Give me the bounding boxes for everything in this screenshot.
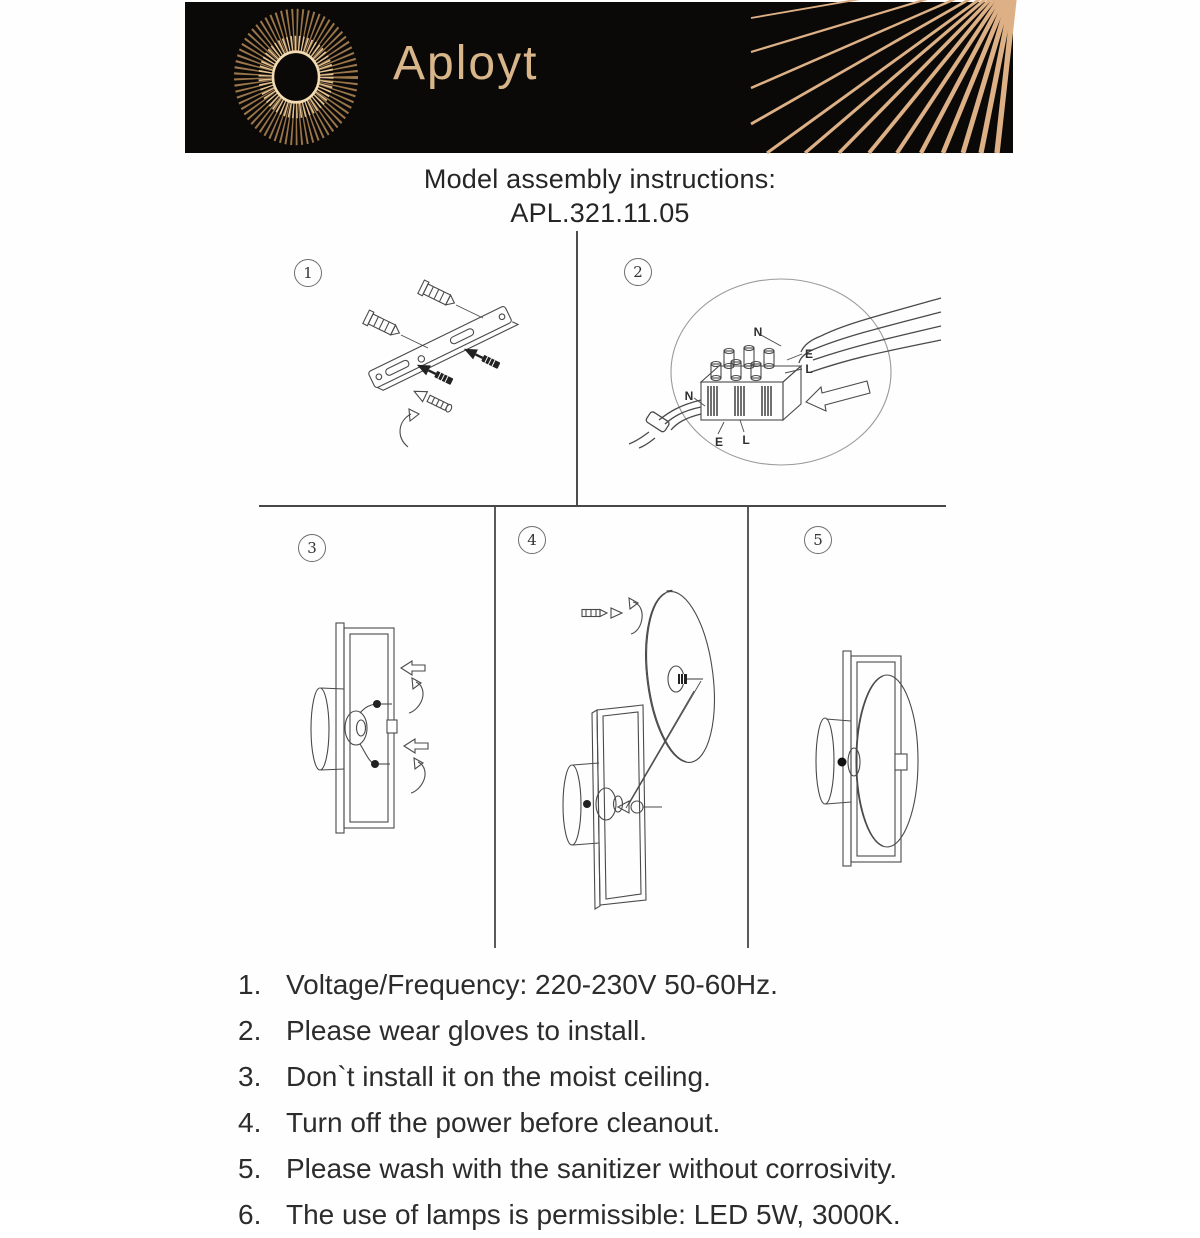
- instruction-list: [238, 962, 1028, 1238]
- brand-banner: [185, 2, 1013, 153]
- screw-outline: [582, 608, 622, 618]
- step-5-diagram: [748, 507, 946, 948]
- direction-arrow: [806, 381, 870, 411]
- step-1-diagram: [258, 240, 574, 505]
- wire-label-l-right: L: [805, 362, 813, 376]
- screw-arrow: [461, 344, 501, 371]
- list-item-number: 5.: [238, 1153, 262, 1184]
- wire-label-l-left: L: [742, 433, 750, 447]
- wire-label-n-top: N: [753, 325, 763, 339]
- model-number: APL.321.11.05: [510, 198, 690, 228]
- wire-label-e-left: E: [714, 435, 724, 449]
- mounting-bracket-drawing: [363, 280, 518, 447]
- step-5-badge: 5: [804, 526, 832, 554]
- list-item: [238, 1008, 1028, 1054]
- list-item-text: Please wear gloves to install.: [286, 1015, 648, 1046]
- push-arrow: [404, 739, 428, 753]
- list-item-number: 2.: [238, 1015, 262, 1046]
- list-item-text: Don`t install it on the moist ceiling.: [286, 1061, 711, 1092]
- step-2-badge: 2: [624, 258, 652, 286]
- front-disc: [856, 675, 918, 847]
- list-item: [238, 962, 1028, 1008]
- wire-label-e-right: E: [804, 347, 814, 361]
- list-item-text: Please wash with the sanitizer without corrosivity.: [286, 1153, 898, 1184]
- page-title: Model assembly instructions:: [423, 164, 777, 194]
- rotation-arrow: [400, 409, 419, 447]
- step-4-badge: 4: [518, 526, 546, 554]
- list-item: [238, 1100, 1028, 1146]
- rotation-arrow: [409, 678, 423, 713]
- screw-arrow: [414, 360, 454, 387]
- wire-label-n-left: N: [684, 389, 694, 403]
- disc-assembly: [563, 587, 723, 909]
- step-3-badge: 3: [298, 534, 326, 562]
- step-1-badge: 1: [294, 259, 322, 287]
- incoming-wires: [799, 298, 941, 372]
- list-item-number: 4.: [238, 1107, 262, 1138]
- assembled-lamp: [816, 651, 918, 866]
- list-item-text: Turn off the power before cleanout.: [286, 1107, 721, 1138]
- lamp-side-view: [311, 623, 428, 833]
- brand-name: Aployt: [393, 37, 539, 90]
- title-block: [0, 162, 1200, 230]
- step-2-diagram: [577, 240, 946, 505]
- terminal-block: [701, 346, 801, 421]
- rotation-arrow: [411, 758, 425, 793]
- list-item-number: 3.: [238, 1061, 262, 1092]
- wall-anchor: [363, 310, 403, 340]
- list-item-text: The use of lamps is permissible: LED 5W, 3000K.: [286, 1199, 901, 1230]
- step-4-diagram: [495, 507, 747, 948]
- push-arrow: [401, 661, 425, 675]
- rotation-arrow: [629, 598, 642, 634]
- sunburst-logo-icon: [213, 0, 379, 156]
- list-item: [238, 1192, 1028, 1238]
- wall-anchor: [418, 280, 458, 310]
- list-item: [238, 1146, 1028, 1192]
- list-item-text: Voltage/Frequency: 220-230V 50-60Hz.: [286, 969, 778, 1000]
- rays-decoration-icon: [751, 2, 1013, 153]
- screw-outline: [412, 386, 454, 414]
- list-item-number: 6.: [238, 1199, 262, 1230]
- wiring-drawing: [629, 279, 941, 465]
- list-item: [238, 1054, 1028, 1100]
- terminal-screws: [711, 346, 774, 381]
- step-3-diagram: [259, 507, 494, 948]
- list-item-number: 1.: [238, 969, 262, 1000]
